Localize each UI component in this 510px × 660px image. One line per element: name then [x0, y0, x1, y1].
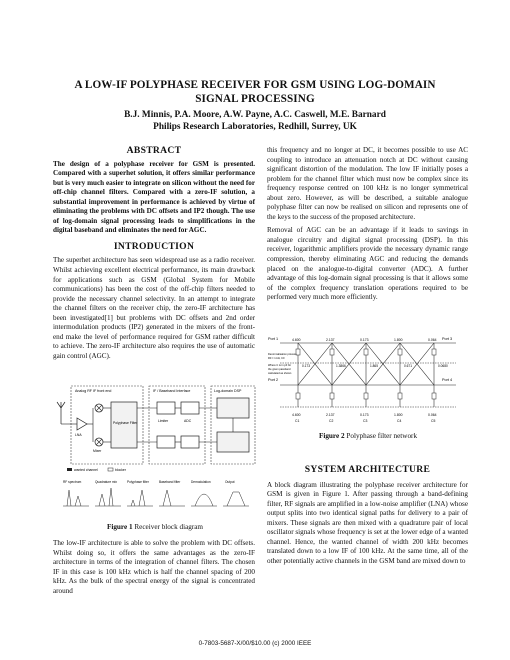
right-column-top [267, 146, 468, 303]
fig1-sp1: RF spectrum [63, 480, 82, 484]
fig2-port4: Port 4 [442, 378, 453, 382]
fig1-polyphase-label: Polyphase Filter [113, 421, 138, 425]
fig2-top-value: 4.600 [292, 338, 301, 342]
adc-q [181, 436, 199, 448]
fig1-sp3: Polyphase filter [127, 480, 149, 484]
copyright-footer: 0-7803-5687-X/00/$10.00 (c) 2000 IEEE [198, 640, 312, 647]
fig2-cap-label: C5 [431, 419, 436, 423]
fig2-cap-label: C4 [397, 419, 402, 423]
fig2-top-value: 0.064 [428, 338, 437, 342]
fig2-bottom-value: 2.137 [326, 413, 335, 417]
right-paragraph-2: Removal of AGC can be an advantage if it leads to savings in analogue circuitry and digital signal processing (DSP). In this receiver, logarithmic amplifiers provide the necessary dynamic range compression, thereby eliminating AGC and reducing the demands placed on the analogue-to-digital converter (ADC). A further advantage of this log-domain signal processing is that it allows some of the complex frequency translation operations required to be performed very much more efficiently. [267, 226, 468, 302]
fig2-top-value: 2.137 [326, 338, 335, 342]
right-paragraph-1: this frequency and no longer at DC, it becomes possible to use AC coupling to introduce an attenuation notch at DC without causing significant distortion of the modulation. The low IF initially poses a problem for the channel filter which must now be complex since its frequency response centred on 100 kHz is no longer symmetrical about zero. However, as will be described, a suitable analogue polyphase filter can now be realised on silicon and represents one of the keys to the success of the proposed architecture. [267, 146, 468, 221]
figure-1-caption [53, 523, 257, 531]
fig1-sp4: Baseband filter [159, 480, 181, 484]
fig2-port3: Port 3 [442, 337, 453, 341]
fig2-mid-value: 1.865 [370, 364, 378, 368]
fig1-adc-label: ADC [184, 419, 192, 423]
title-line-2: SIGNAL PROCESSING [195, 93, 315, 105]
if-interface-box [149, 386, 205, 464]
system-architecture-paragraph: A block diagram illustrating the polyphase receiver architecture for GSM is given in Figure 1. After passing through a band-defining filter, RF signals are amplified in a low-noise amplifier (LNA) whose output splits into two identical signal paths for delivery to a pair of mixers. These signals are then mixed with a quadrature pair of local oscillator signals whose frequency is set at the lower edge of a wanted channel. Hence, the wanted channel of width 200 kHz becomes translated down to a low IF of 100 kHz. At the same time, all of the other potentially active channels in the GSM band are mixed down to [267, 480, 468, 565]
fig2-mid-value: 0.671 [404, 364, 412, 368]
polyphase-filter-block [111, 402, 137, 448]
fig1-label-rf: Analog RF IF front end [75, 389, 112, 393]
fig2-top-value: 0.173 [360, 338, 369, 342]
fig2-top-values [292, 338, 437, 342]
affiliation: Philips Research Laboratories, Redhill, Surrey, UK [153, 122, 357, 132]
fig2-mid-value: 0.0680 [438, 364, 448, 368]
fig2-mid-value: 0.173 [302, 364, 310, 368]
left-column-top [53, 146, 255, 361]
figure-1-caption-text: Receiver block diagram [134, 523, 204, 531]
fig2-bottom-value: 0.064 [428, 413, 437, 417]
author-list: B.J. Minnis, P.A. Moore, A.W. Payne, A.C. Caswell, M.E. Barnard [124, 110, 386, 120]
figure-2-label: Figure 2 [318, 432, 345, 440]
fig2-cap-label: C3 [363, 419, 368, 423]
fig1-sp6: Output [225, 480, 235, 484]
fig2-cap-label: C1 [295, 419, 300, 423]
fig2-bottom-value: 4.600 [292, 413, 301, 417]
fig2-port2: Port 2 [268, 378, 279, 382]
fig1-sp5: Demodulation [191, 480, 211, 484]
left-bottom-paragraph: The low-IF architecture is able to solve the problem with DC offsets. Whilst doing so, it offers the same advantages as the zero-IF architecture in terms of the integration of channel filters. The chosen IF in this case is 100 kHz which is half the channel spacing of 200 kHz. As the bulk of the spectral energy of the signal is concentrated around [53, 539, 255, 595]
figure-1-receiver-diagram [53, 384, 257, 519]
title-line-1: A LOW-IF POLYPHASE RECEIVER FOR GSM USING LOG-DOMAIN [74, 79, 436, 91]
fig1-sp2: Quadrature mix [95, 480, 117, 484]
fig2-port1: Port 1 [268, 337, 279, 341]
limiter-i [157, 402, 175, 414]
abstract-heading: ABSTRACT [126, 145, 182, 156]
antenna-icon [57, 402, 65, 424]
dsp-block-1 [217, 398, 249, 418]
figure-2-caption [266, 432, 470, 440]
dsp-block-2 [217, 432, 249, 452]
fig2-bottom-values [292, 413, 437, 423]
fig2-cap-label: C2 [329, 419, 334, 423]
abstract-text: The design of a polyphase receiver for GSM is presented. Compared with a superhet solution, it offers similar performance but is very much easier to integrate on silicon without the need for off-chip channel filters. Compared with a zero-IF solution, a substantial improvement in performance is achieved by virtue of eliminating the problems with DC offsets and IP2 though. The use of log-domain signal processing leads to simplifications in the digital baseband and eliminates the need for AGC. [53, 159, 255, 235]
fig1-limiter-label: Limiter [158, 419, 169, 423]
adc-i [181, 402, 199, 414]
introduction-paragraph: The superhet architecture has seen widespread use as a radio receiver. Whilst achieving excellent electrical performance, its main drawback for applications such as GSM (Global System for Mobile communications) has been the cost of the off-chip filters needed to provide the necessary channel selectivity. In an attempt to integrate the channel filters on the receiver chip, the zero-IF architecture has been investigated[1] but problems with DC offsets and 2nd order intermodulation products (IP2) generated in the mixers of the front-end make the level of performance required for GSM rather difficult to achieve. The zero-IF architecture also requires the use of automatic gain control (AGC). [53, 256, 255, 360]
right-column-bottom [267, 465, 468, 566]
fig1-legend-wanted: wanted channel [74, 468, 98, 472]
paper-title [40, 78, 470, 106]
fig2-top-value: 1.800 [394, 338, 403, 342]
fig2-note: Where C is in pF for [268, 364, 292, 367]
left-column-bottom [53, 539, 255, 596]
fig2-mid-value: 1.3866 [336, 364, 346, 368]
limiter-q [157, 436, 175, 448]
fig2-note: R0 = 1 kΩ, C0 [268, 357, 285, 360]
introduction-heading: INTRODUCTION [113, 240, 195, 252]
figure-2-caption-text: Polyphase filter network [346, 432, 418, 440]
author-block [40, 109, 470, 133]
fig2-note: the given passband [268, 368, 291, 371]
system-architecture-heading: SYSTEM ARCHITECTURE [304, 464, 431, 475]
fig2-note: Denormalisation process [268, 353, 297, 356]
figure-2-polyphase-network [266, 333, 470, 431]
fig1-lna-label: LNA [75, 433, 82, 437]
lna-triangle [77, 418, 87, 430]
fig1-label-if: IF / Baseband Interface [153, 389, 191, 393]
figure-1-label: Figure 1 [106, 523, 133, 531]
fig1-label-dsp: Log-domain DSP [214, 389, 242, 393]
fig2-bottom-value: 0.173 [360, 413, 369, 417]
fig2-bottom-value: 1.800 [394, 413, 403, 417]
fig2-notes [268, 352, 297, 375]
fig1-mixer-label: Mixer [93, 449, 102, 453]
fig2-note: calculated as shown [268, 372, 292, 375]
fig1-legend-blocker: blocker [115, 468, 126, 472]
fig2-mid-values [302, 364, 448, 368]
spectrum-sketches [63, 488, 249, 506]
